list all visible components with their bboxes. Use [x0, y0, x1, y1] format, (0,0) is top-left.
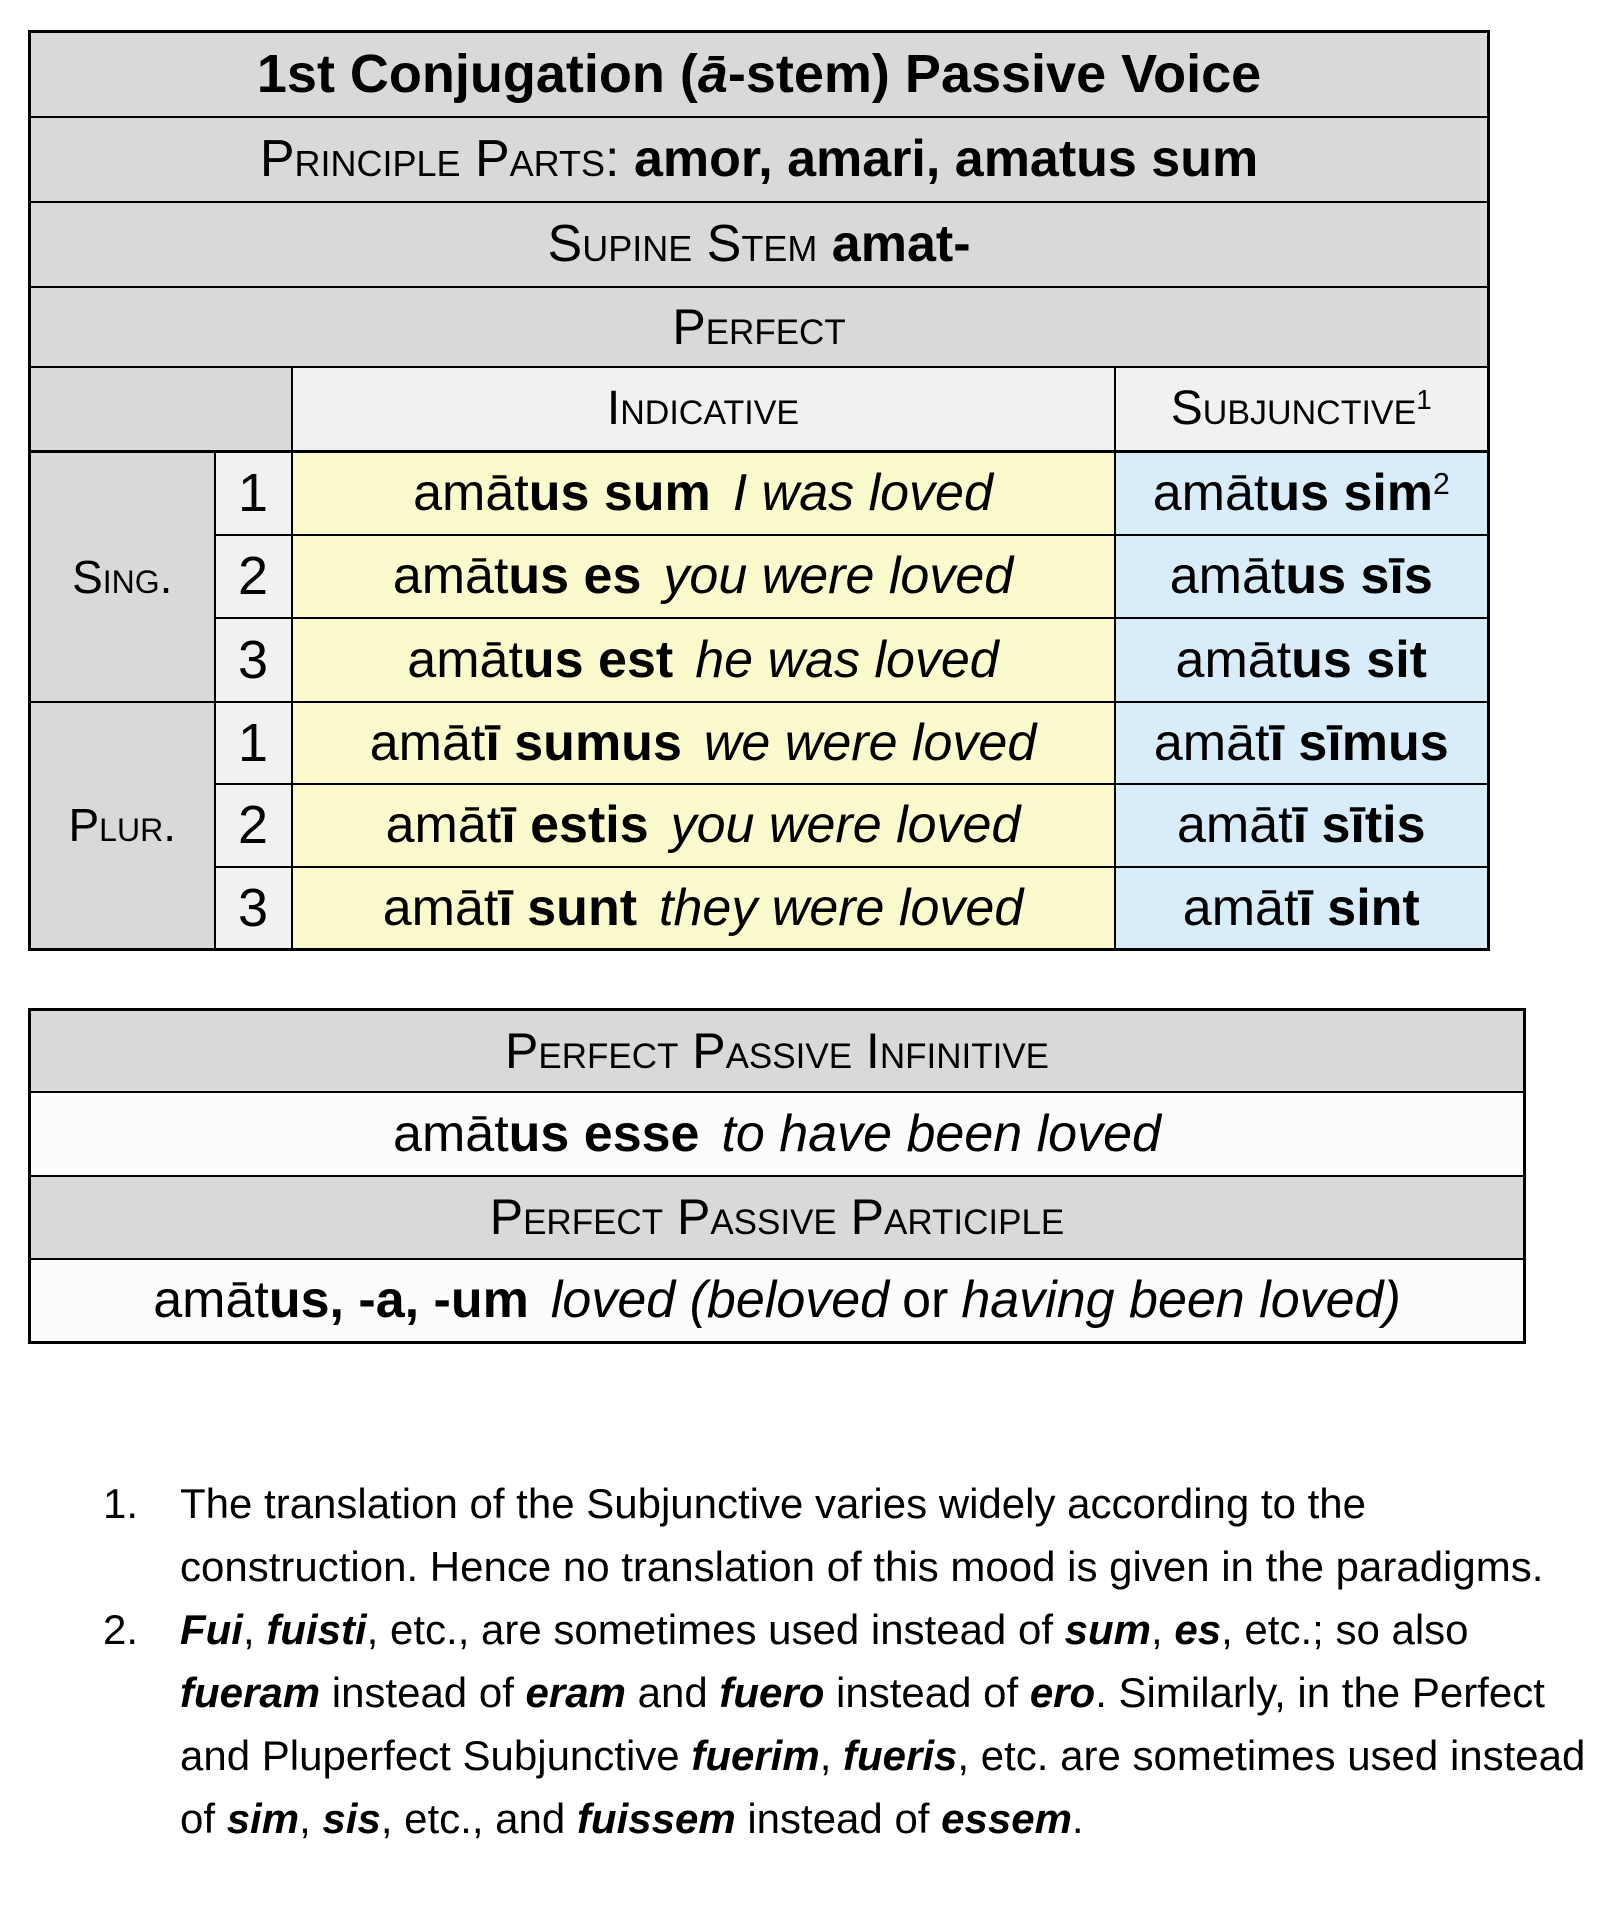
person-cell: 2: [215, 784, 292, 867]
table-row: [30, 702, 1489, 784]
table-row: [30, 867, 1489, 950]
subjunctive-cell: [1115, 702, 1489, 784]
footnote-number: 1.: [103, 1480, 139, 1527]
latin-stem: amāt: [369, 713, 486, 772]
person-cell: 3: [215, 867, 292, 950]
table-row: [30, 784, 1489, 867]
indicative-header-cell: Indicative: [292, 367, 1115, 452]
participle-header-cell: Perfect Passive Participle: [30, 1176, 1525, 1259]
translation: he was loved: [695, 630, 999, 689]
latin-stem: amāt: [393, 1104, 509, 1163]
subjunctive-header-cell: [1115, 367, 1489, 452]
title-post: -stem) Passive Voice: [727, 44, 1262, 105]
subjunctive-cell: [1115, 784, 1489, 867]
person-cell: 2: [215, 535, 292, 618]
table-row: [30, 452, 1489, 535]
perfect-label-cell: Perfect: [30, 287, 1489, 367]
title-pre: 1st Conjugation (: [256, 44, 698, 105]
indicative-cell: [292, 452, 1115, 535]
latin-stem: amāt: [1169, 547, 1286, 605]
footnote-number: 2.: [103, 1606, 139, 1653]
subjunctive-cell: [1115, 452, 1489, 535]
subjunctive-cell: [1115, 867, 1489, 950]
latin-ending: us est: [522, 630, 674, 689]
latin-ending: us, -a, -um: [268, 1271, 529, 1330]
translation-pre: loved (beloved: [550, 1271, 890, 1330]
latin-ending: ī estis: [501, 796, 649, 854]
subjunctive-header-label: Subjunctive: [1170, 382, 1417, 436]
conjunction: or: [902, 1271, 949, 1330]
person-cell: 1: [215, 452, 292, 535]
infinitive-cell: [30, 1092, 1525, 1176]
translation: you were loved: [663, 547, 1014, 605]
latin-ending: ī sint: [1298, 878, 1420, 937]
footnote-text: Fui, fuisti, etc., are sometimes used instead of sum, es, etc.; so also fueram instead of eram and fuero instead of ero. Similarly, in the Perfect and Pluperfect Subjunctive fuerim, fueris, etc. are sometimes used instead of sim, sis, etc., and fuissem instead of essem.: [180, 1606, 1586, 1842]
footnotes: [103, 1472, 1593, 1850]
title-stem-vowel: ā: [697, 44, 728, 105]
footnote-item: [103, 1472, 1593, 1598]
translation: I was loved: [732, 464, 993, 523]
group-label-plural: Plur.: [30, 702, 215, 950]
latin-stem: amāt: [385, 796, 502, 854]
person-cell: 1: [215, 702, 292, 784]
group-label-singular: Sing.: [30, 452, 215, 702]
table-row: [30, 535, 1489, 618]
footnote-ref: 2: [1433, 467, 1450, 501]
indicative-cell: [292, 702, 1115, 784]
supine-stem-label: Supine Stem: [547, 215, 818, 273]
table-title: [30, 32, 1489, 117]
latin-ending: ī sīmus: [1269, 713, 1449, 772]
principle-parts-value: amor, amari, amatus sum: [633, 130, 1259, 188]
latin-ending: us sit: [1291, 630, 1427, 689]
infinitive-header-cell: Perfect Passive Infinitive: [30, 1010, 1525, 1092]
footnote-item: [103, 1598, 1593, 1850]
latin-stem: amāt: [1176, 796, 1293, 854]
footnote-ref: 1: [1416, 383, 1432, 415]
latin-ending: ī sītis: [1292, 796, 1426, 854]
footnote-text: The translation of the Subjunctive varies widely according to the construction. Hence no translation of this mood is given in the paradigms.: [180, 1480, 1544, 1590]
latin-ending: us esse: [508, 1104, 700, 1163]
subjunctive-cell: [1115, 618, 1489, 702]
corner-cell: [30, 367, 292, 452]
conjugation-table: [28, 30, 1490, 951]
infinitive-participle-table: [28, 1008, 1526, 1344]
latin-stem: amāt: [392, 547, 509, 605]
principle-parts-label: Principle Parts:: [259, 130, 620, 188]
indicative-cell: [292, 784, 1115, 867]
latin-stem: amāt: [382, 878, 499, 937]
translation: they were loved: [659, 878, 1024, 937]
latin-ending: us sim: [1268, 464, 1434, 523]
translation: we were loved: [703, 713, 1037, 772]
latin-ending: ī sumus: [485, 713, 682, 772]
translation-post: having been loved): [961, 1271, 1401, 1330]
latin-stem: amāt: [1153, 713, 1270, 772]
latin-stem: amāt: [407, 630, 523, 689]
principle-parts-cell: [30, 117, 1489, 202]
latin-stem: amāt: [1152, 464, 1269, 523]
translation: you were loved: [670, 796, 1021, 854]
indicative-cell: [292, 535, 1115, 618]
indicative-cell: [292, 618, 1115, 702]
translation: to have been loved: [721, 1104, 1161, 1163]
supine-stem-value: amat-: [831, 215, 971, 273]
table-row: [30, 618, 1489, 702]
latin-stem: amāt: [153, 1271, 269, 1330]
latin-ending: us sum: [528, 464, 711, 523]
indicative-cell: [292, 867, 1115, 950]
latin-stem: amāt: [413, 464, 529, 523]
latin-stem: amāt: [1182, 878, 1299, 937]
latin-ending: us es: [508, 547, 642, 605]
person-cell: 3: [215, 618, 292, 702]
subjunctive-cell: [1115, 535, 1489, 618]
latin-ending: ī sunt: [498, 878, 638, 937]
participle-cell: [30, 1259, 1525, 1343]
latin-stem: amāt: [1175, 630, 1292, 689]
latin-ending: us sīs: [1285, 547, 1433, 605]
supine-stem-cell: [30, 202, 1489, 287]
